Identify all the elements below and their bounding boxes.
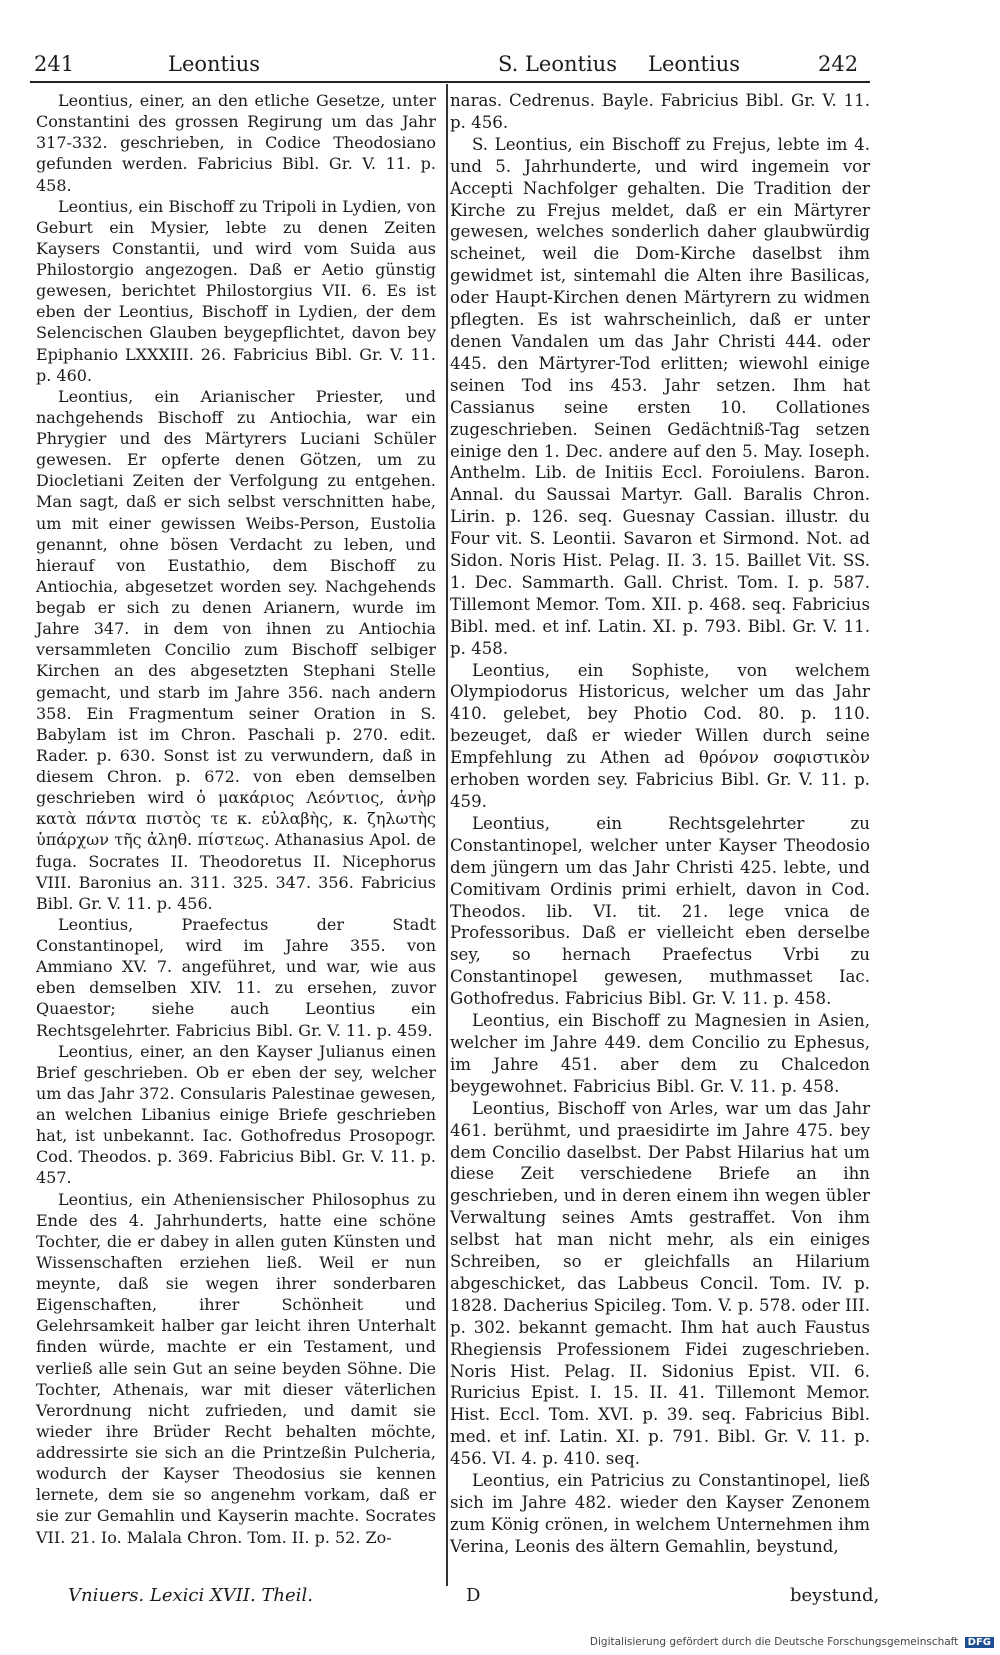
right-column (450, 90, 870, 1558)
left-column (36, 90, 436, 1548)
entry-continuation: naras. Cedrenus. Bayle. Fabricius Bibl. Gr. V. 11. p. 456. (450, 91, 870, 132)
entry-leontius-magnesien: Leontius, ein Bischoff zu Magnesien in Asien, welcher im Jahre 449. dem Concilio zu Ephesus, im Jahre 451. aber dem zu Chalcedon beygewohnet. Fabricius Bibl. Gr. V. 11. p. 458. (450, 1011, 870, 1096)
entry-leontius-julianus: Leontius, einer, an den Kayser Julianus einen Brief geschrieben. Ob er eben der sey, welcher um das Jahr 372. Consularis Palestinae gewesen, an welchen Libanius einige Briefe geschrieben hat, ist unbekannt. Iac. Gothofredus Prosopogr. Cod. Theodos. p. 369. Fabricius Bibl. Gr. V. 11. p. 457. (36, 1041, 436, 1188)
column-divider (446, 84, 448, 1586)
entry-leontius-gesetze: Leontius, einer, an den etliche Gesetze, unter Constantini des grossen Regirung um das Jahr 317-332. geschrieben, in Codice Theodosiano gefunden werden. Fabricius Bibl. Gr. V. 11. p. 458. (36, 91, 436, 195)
page-number-right: 242 (818, 52, 859, 76)
entry-leontius-patricius: Leontius, ein Patricius zu Constantinopel, ließ sich im Jahre 482. wieder den Kayser Zenonem zum König crönen, in welchem Unternehmen ihm Verina, Leonis des ältern Gemahlin, beystund, (450, 1471, 870, 1556)
digitization-credit (590, 1636, 994, 1648)
entry-leontius-rechtsgelehrter: Leontius, ein Rechtsgelehrter zu Constantinopel, welcher unter Kayser Theodosio dem jüngern um das Jahr Christi 425. lebte, und Comitivam Ordinis primi erhielt, davon in Cod. Theodos. lib. VI. tit. 21. lege vnica de Professoribus. Daß er vielleicht eben derselbe sey, so hernach Praefectus Vrbi zu Constantinopel gewesen, muthmasset Iac. Gothofredus. Fabricius Bibl. Gr. V. 11. p. 458. (450, 813, 870, 1009)
entry-leontius-philosophus: Leontius, ein Atheniensischer Philosophus zu Ende des 4. Jahrhunderts, hatte eine schöne Tochter, die er dabey in allen guten Künsten und Wissenschaften erziehen ließ. Weil er nun meynte, daß sie wegen ihrer sonderbaren Eigenschaften, ihrer Schönheit und Gelehrsamkeit halber gar leicht ihren Unterhalt finden würde, machte er ein Testament, und verließ alle sein Gut an seine beyden Söhne. Die Tochter, Athenais, war mit dieser väterlichen Verordnung nicht zufrieden, und damit sie wieder ihre Brüder Recht behalten möchte, addressirte sie sich an die Printzeßin Pulcheria, wodurch der Kayser Theodosius sie kennen lernete, dem sie so angenehm vorkam, daß er sie zur Gemahlin und Kayserin machte. Socrates VII. 21. Io. Malala Chron. Tom. II. p. 52. Zo- (36, 1189, 436, 1547)
running-head-left: Leontius (168, 52, 260, 76)
page-number-left: 241 (34, 52, 75, 76)
running-head-right: Leontius (648, 52, 740, 76)
entry-s-leontius-frejus: S. Leontius, ein Bischoff zu Frejus, lebte im 4. und 5. Jahrhunderte, und wird ingemein vor Accepti Nachfolger gehalten. Die Tradition der Kirche zu Frejus meldet, daß er ein Märtyrer gewesen, welches sonderlich daher glaubwürdig scheinet, weil die Dom-Kirche daselbst ihm gewidmet ist, sintemahl die Alten ihre Basilicas, oder Haupt-Kirchen denen Märtyrern zu widmen pflegten. Es ist wahrscheinlich, daß er unter denen Vandalen um das Jahr Christi 444. oder 445. den Märtyrer-Tod erlitten; wiewohl einige seinen Tod ins 453. Jahr setzen. Ihm hat Cassianus seine ersten 10. Collationes zugeschrieben. Seinen Gedächtniß-Tag setzen einige den 1. Dec. andere auf den 5. May. Ioseph. Anthelm. Lib. de Initiis Eccl. Foroiulens. Baron. Annal. du Saussai Martyr. Gall. Baralis Chron. Lirin. p. 126. seq. Guesnay Cassian. illustr. du Four vit. S. Leontii. Savaron et Sirmond. Not. ad Sidon. Noris Hist. Pelag. II. 3. 15. Baillet Vit. SS. 1. Dec. Sammarth. Gall. Christ. Tom. I. p. 587. Tillemont Memor. Tom. XII. p. 468. seq. Fabricius Bibl. med. et inf. Latin. XI. p. 793. Bibl. Gr. V. 11. p. 458. (450, 134, 870, 658)
footer-signature-mark: D (466, 1585, 481, 1606)
entry-leontius-arles: Leontius, Bischoff von Arles, war um das Jahr 461. berühmt, und praesidirte im Jahre 475. bey dem Concilio daselbst. Der Pabst Hilarius hat um diese Zeit verschiedene Briefe an ihn geschrieben, und in deren einem ihn wegen übler Verwaltung seines Amts gestraffet. Von ihm selbst hat man nicht mehr, als ein einiges Schreiben, so er gleichfalls an Hilarium abgeschicket, das Labbeus Concil. Tom. IV. p. 1828. Dacherius Spicileg. Tom. V. p. 578. oder III. p. 302. bekannt gemacht. Ihm hat auch Faustus Rhegiensis Professionem Fidei zugeschrieben. Noris Hist. Pelag. II. Sidonius Epist. VII. 6. Ruricius Epist. I. 15. II. 41. Tillemont Memor. Hist. Eccl. Tom. XVI. p. 39. seq. Fabricius Bibl. med. et inf. Latin. XI. p. 791. Bibl. Gr. V. 11. p. 456. VI. 4. p. 410. seq. (450, 1098, 870, 1469)
running-head-center: S. Leontius (498, 52, 617, 76)
header-rule (30, 81, 870, 83)
entry-leontius-antiochia: Leontius, ein Arianischer Priester, und nachgehends Bischoff zu Antiochia, war ein Phrygier und des Märtyrers Luciani Schüler gewesen. Er opferte denen Götzen, um zu Diocletiani Zeiten der Verfolgung zu entgehen. Man sagt, daß er sich selbst verschnitten habe, um mit einer gewissen Weibs-Person, Eustolia genannt, ohne bösen Verdacht zu leben, und hierauf von Eustathio, dem Bischoff zu Antiochia, abgesetzet worden sey. Nachgehends begab er sich zu denen Arianern, wurde im Jahre 347. in dem von ihnen zu Antiochia versammleten Concilio zum Bischoff selbiger Kirchen an des abgesetzten Stephani Stelle gemacht, und starb im Jahre 356. nach andern 358. Ein Fragmentum seiner Oration in S. Babylam ist im Chron. Paschali p. 270. edit. Rader. p. 630. Sonst ist zu verwundern, daß in diesem Chron. p. 672. von eben demselben geschrieben wird ὁ μακάριος Λεόντιος, ἀνὴρ κατὰ πάντα πιστὸς τε κ. εὐλαβὴς, κ. ζηλωτὴς ὑπάρχων τῆς ἀληθ. πίστεως. Athanasius Apol. de fuga. Socrates II. Theodoretus II. Nicephorus VIII. Baronius an. 311. 325. 347. 356. Fabricius Bibl. Gr. V. 11. p. 456. (36, 386, 436, 913)
credit-text: Digitalisierung gefördert durch die Deutsche Forschungsgemeinschaft (589, 1636, 959, 1648)
entry-leontius-tripoli: Leontius, ein Bischoff zu Tripoli in Lydien, von Geburt ein Mysier, lebte zu denen Zeiten Kaysers Constantii, und wird vom Suida aus Philostorgio angezogen. Daß er Aetio günstig gewesen, berichtet Philostorgius VII. 6. Es ist eben der Leontius, Bischoff in Lydien, der dem Selencischen Glauben beygepflichtet, davon bey Epiphanio LXXXIII. 26. Fabricius Bibl. Gr. V. 11. p. 460. (36, 196, 436, 385)
dfg-logo: DFG (965, 1637, 994, 1648)
footer-catchword: beystund, (790, 1585, 880, 1606)
entry-leontius-praefectus: Leontius, Praefectus der Stadt Constantinopel, wird im Jahre 355. von Ammiano XV. 7. angeführet, und war, wie aus eben demselben XIV. 11. zu ersehen, zuvor Quaestor; siehe auch Leontius ein Rechtsgelehrter. Fabricius Bibl. Gr. V. 11. p. 459. (36, 914, 436, 1040)
entry-leontius-sophiste: Leontius, ein Sophiste, von welchem Olympiodorus Historicus, welcher um das Jahr 410. gelebet, bey Photio Cod. 80. p. 110. bezeuget, daß er wieder Willen durch seine Empfehlung zu Athen ad θρόνον σοφιστικὸν erhoben worden sey. Fabricius Bibl. Gr. V. 11. p. 459. (450, 660, 870, 811)
footer-signature: Vniuers. Lexici XVII. Theil. (68, 1585, 313, 1606)
